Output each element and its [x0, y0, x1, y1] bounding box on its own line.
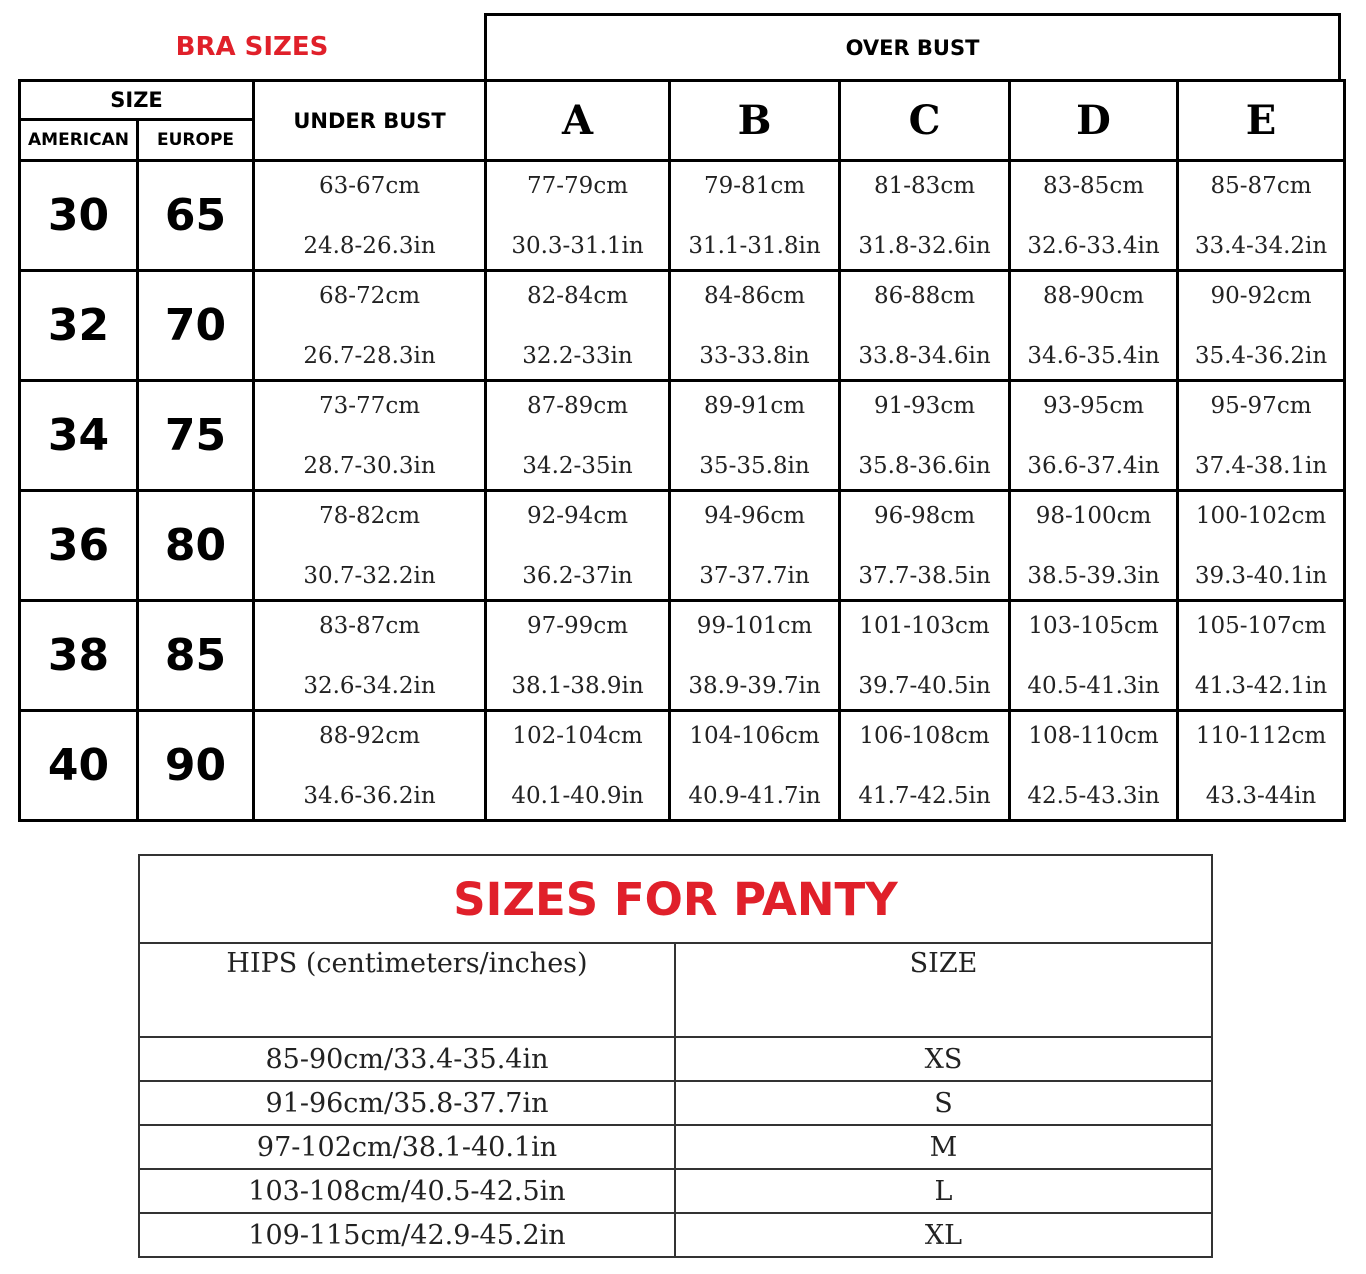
panty-size: S [675, 1081, 1212, 1125]
bra-size-row [20, 601, 1345, 711]
over-bust-in: 39.3-40.1in [1194, 562, 1328, 589]
over-bust-in: 33.8-34.6in [858, 342, 991, 369]
bra-size-row [20, 161, 1345, 271]
over-bust-cm: 98-100cm [1035, 502, 1152, 529]
over-bust-in: 37.4-38.1in [1194, 452, 1328, 479]
over-bust-in: 37.7-38.5in [858, 562, 991, 589]
panty-size: XS [675, 1037, 1212, 1081]
american-size: 34 [20, 381, 138, 491]
cup-b-cell [670, 271, 840, 381]
cup-a-cell [486, 161, 670, 271]
cup-c-cell [840, 601, 1010, 711]
over-bust-cm: 81-83cm [874, 172, 976, 199]
over-bust-in: 41.7-42.5in [858, 782, 991, 809]
cup-header-b: B [670, 81, 840, 161]
europe-header: EUROPE [138, 120, 254, 161]
over-bust-cm: 85-87cm [1210, 172, 1312, 199]
over-bust-in: 36.6-37.4in [1027, 452, 1160, 479]
bra-size-table [18, 79, 1346, 822]
over-bust-cm: 110-112cm [1195, 722, 1327, 749]
cup-header-e: E [1178, 81, 1345, 161]
under-bust-cm: 73-77cm [319, 392, 421, 419]
europe-size: 75 [138, 381, 254, 491]
over-bust-in: 34.2-35in [522, 452, 633, 479]
american-header: AMERICAN [20, 120, 138, 161]
american-size: 30 [20, 161, 138, 271]
under-bust-cell [254, 601, 486, 711]
panty-size-header: SIZE [675, 943, 1212, 1037]
under-bust-cm: 68-72cm [319, 282, 421, 309]
cup-a-cell [486, 711, 670, 821]
bra-sizes-title: BRA SIZES [175, 32, 329, 62]
over-bust-in: 33-33.8in [699, 342, 810, 369]
over-bust-cm: 103-105cm [1028, 612, 1159, 639]
cup-c-cell [840, 161, 1010, 271]
american-size: 40 [20, 711, 138, 821]
over-bust-in: 38.5-39.3in [1027, 562, 1160, 589]
cup-d-cell [1010, 601, 1178, 711]
over-bust-in: 42.5-43.3in [1027, 782, 1160, 809]
over-bust-in: 33.4-34.2in [1194, 232, 1328, 259]
over-bust-in: 35.4-36.2in [1194, 342, 1328, 369]
over-bust-cm: 79-81cm [704, 172, 806, 199]
cup-b-cell [670, 381, 840, 491]
cup-d-cell [1010, 491, 1178, 601]
panty-size-table [138, 854, 1213, 1258]
over-bust-cm: 94-96cm [704, 502, 806, 529]
panty-size-row [139, 1037, 1212, 1081]
under-bust-in: 26.7-28.3in [303, 342, 436, 369]
american-size: 32 [20, 271, 138, 381]
panty-size-row [139, 1169, 1212, 1213]
cup-a-cell [486, 381, 670, 491]
cup-c-cell [840, 491, 1010, 601]
under-bust-in: 24.8-26.3in [303, 232, 436, 259]
panty-size: XL [675, 1213, 1212, 1257]
over-bust-in: 35-35.8in [699, 452, 810, 479]
cup-b-cell [670, 711, 840, 821]
over-bust-in: 36.2-37in [522, 562, 633, 589]
over-bust-in: 40.9-41.7in [688, 782, 821, 809]
europe-size: 85 [138, 601, 254, 711]
cup-e-cell [1178, 491, 1345, 601]
cup-d-cell [1010, 381, 1178, 491]
europe-size: 90 [138, 711, 254, 821]
over-bust-in: 38.1-38.9in [511, 672, 644, 699]
under-bust-cm: 78-82cm [319, 502, 421, 529]
over-bust-cm: 108-110cm [1028, 722, 1159, 749]
cup-header-d: D [1010, 81, 1178, 161]
under-bust-header: UNDER BUST [254, 81, 486, 161]
over-bust-cm: 88-90cm [1043, 282, 1145, 309]
hips-range: 109-115cm/42.9-45.2in [139, 1213, 675, 1257]
over-bust-in: 34.6-35.4in [1027, 342, 1160, 369]
hips-range: 103-108cm/40.5-42.5in [139, 1169, 675, 1213]
cup-a-cell [486, 491, 670, 601]
cup-b-cell [670, 601, 840, 711]
over-bust-cm: 99-101cm [696, 612, 813, 639]
under-bust-cell [254, 271, 486, 381]
american-size: 38 [20, 601, 138, 711]
under-bust-cell [254, 381, 486, 491]
over-bust-in: 35.8-36.6in [858, 452, 991, 479]
over-bust-in: 39.7-40.5in [858, 672, 991, 699]
panty-size-row [139, 1125, 1212, 1169]
over-bust-cm: 93-95cm [1043, 392, 1145, 419]
hips-header: HIPS (centimeters/inches) [139, 943, 675, 1037]
cup-c-cell [840, 381, 1010, 491]
bra-size-row [20, 271, 1345, 381]
over-bust-in: 30.3-31.1in [511, 232, 644, 259]
panty-size-row [139, 1081, 1212, 1125]
over-bust-cm: 89-91cm [704, 392, 806, 419]
over-bust-in: 32.6-33.4in [1027, 232, 1160, 259]
over-bust-in: 31.1-31.8in [688, 232, 821, 259]
under-bust-cell [254, 161, 486, 271]
over-bust-in: 41.3-42.1in [1194, 672, 1328, 699]
over-bust-cm: 83-85cm [1043, 172, 1145, 199]
cup-d-cell [1010, 161, 1178, 271]
over-bust-cm: 84-86cm [704, 282, 806, 309]
panty-size: L [675, 1169, 1212, 1213]
europe-size: 80 [138, 491, 254, 601]
under-bust-cm: 63-67cm [319, 172, 421, 199]
under-bust-in: 28.7-30.3in [303, 452, 436, 479]
over-bust-cm: 101-103cm [859, 612, 990, 639]
panty-size-row [139, 1213, 1212, 1257]
cup-a-cell [486, 271, 670, 381]
cup-e-cell [1178, 711, 1345, 821]
over-bust-cm: 106-108cm [859, 722, 990, 749]
cup-e-cell [1178, 271, 1345, 381]
over-bust-cm: 100-102cm [1195, 502, 1327, 529]
over-bust-cm: 91-93cm [874, 392, 976, 419]
cup-e-cell [1178, 601, 1345, 711]
under-bust-in: 32.6-34.2in [303, 672, 436, 699]
under-bust-cell [254, 491, 486, 601]
over-bust-cm: 87-89cm [527, 392, 629, 419]
cup-c-cell [840, 711, 1010, 821]
over-bust-in: 37-37.7in [699, 562, 810, 589]
cup-b-cell [670, 491, 840, 601]
over-bust-in: 40.1-40.9in [511, 782, 644, 809]
bra-size-row [20, 491, 1345, 601]
panty-size-section [138, 854, 1211, 1262]
bra-size-row [20, 711, 1345, 821]
panty-size: M [675, 1125, 1212, 1169]
under-bust-in: 30.7-32.2in [303, 562, 436, 589]
over-bust-cm: 92-94cm [527, 502, 629, 529]
over-bust-cm: 82-84cm [527, 282, 629, 309]
cup-c-cell [840, 271, 1010, 381]
over-bust-in: 40.5-41.3in [1027, 672, 1160, 699]
over-bust-cm: 105-107cm [1195, 612, 1327, 639]
over-bust-cm: 77-79cm [527, 172, 629, 199]
cup-e-cell [1178, 381, 1345, 491]
under-bust-cell [254, 711, 486, 821]
under-bust-cm: 83-87cm [319, 612, 421, 639]
size-header: SIZE [20, 81, 254, 120]
cup-header-a: A [486, 81, 670, 161]
over-bust-cm: 86-88cm [874, 282, 976, 309]
under-bust-cm: 88-92cm [319, 722, 421, 749]
cup-d-cell [1010, 711, 1178, 821]
cup-e-cell [1178, 161, 1345, 271]
panty-title: SIZES FOR PANTY [139, 855, 1212, 943]
american-size: 36 [20, 491, 138, 601]
hips-range: 97-102cm/38.1-40.1in [139, 1125, 675, 1169]
over-bust-cm: 102-104cm [512, 722, 643, 749]
over-bust-header: OVER BUST [484, 13, 1341, 79]
cup-header-c: C [840, 81, 1010, 161]
over-bust-in: 38.9-39.7in [688, 672, 821, 699]
over-bust-cm: 96-98cm [874, 502, 976, 529]
europe-size: 70 [138, 271, 254, 381]
over-bust-in: 43.3-44in [1205, 782, 1317, 809]
cup-a-cell [486, 601, 670, 711]
europe-size: 65 [138, 161, 254, 271]
over-bust-in: 31.8-32.6in [858, 232, 991, 259]
cup-b-cell [670, 161, 840, 271]
bra-size-row [20, 381, 1345, 491]
cup-d-cell [1010, 271, 1178, 381]
over-bust-cm: 90-92cm [1210, 282, 1312, 309]
hips-range: 91-96cm/35.8-37.7in [139, 1081, 675, 1125]
under-bust-in: 34.6-36.2in [303, 782, 436, 809]
over-bust-cm: 97-99cm [527, 612, 629, 639]
hips-range: 85-90cm/33.4-35.4in [139, 1037, 675, 1081]
over-bust-in: 32.2-33in [522, 342, 633, 369]
over-bust-cm: 104-106cm [689, 722, 820, 749]
over-bust-cm: 95-97cm [1210, 392, 1312, 419]
